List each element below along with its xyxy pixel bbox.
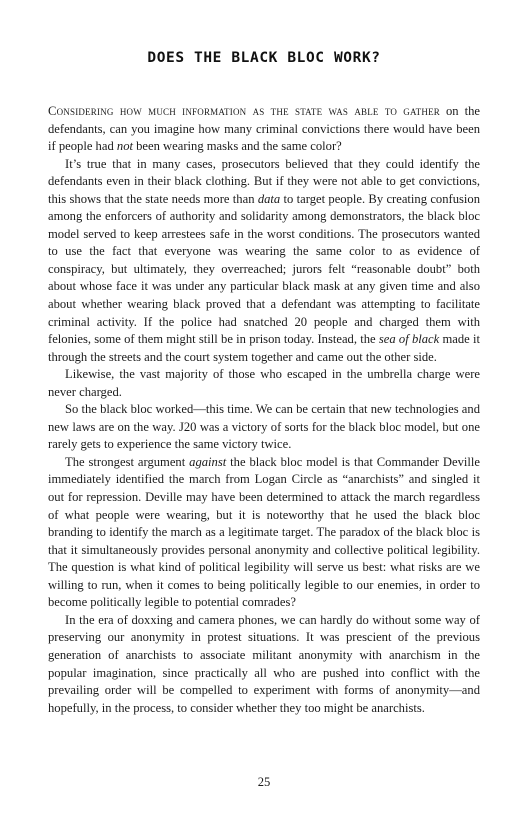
paragraph xyxy=(48,401,480,454)
text-run: So the black bloc worked—this time. We can be certain that new technologies and new laws are on the way. J20 was a victory of sorts for the black bloc model, but one rarely gets to experience the same victory twice. xyxy=(48,402,480,452)
text-run: made it through the streets and the court system together and came out the other side. xyxy=(48,332,480,364)
paragraph xyxy=(48,612,480,717)
text-run: been wearing masks and the same color? xyxy=(132,139,342,154)
paragraph xyxy=(48,454,480,612)
text-run: The strongest argument xyxy=(65,454,190,469)
italic-text: sea of black xyxy=(378,332,440,347)
text-run: In the era of doxxing and camera phones, we can hardly do without some way of preserving our anonymity in protest situations. It was prescient of the previous generation of anarchists to associate militant anonymity with anarchism in the popular imagination, since practically all who are pushed into conflict with the prevailing order will be compelled to experiment with forms of anonymity—and hopefully, in the process, to consider whether they too might be anarchists. xyxy=(48,612,480,715)
page-number: 25 xyxy=(257,775,271,789)
body-text xyxy=(48,103,480,717)
text-run: Likewise, the vast majority of those who escaped in the umbrella charge were never charged. xyxy=(48,367,480,399)
paragraph xyxy=(48,366,480,401)
italic-text: not xyxy=(116,139,133,154)
text-run: It’s true that in many cases, prosecutors believed that they could identify the defendants even in their black clothing. But if they were not able to get convictions, this shows that the state needs more than xyxy=(48,156,480,206)
text-run: to target people. By creating confusion among the enforcers of authority and solidarity among demonstrators, the black bloc model served to keep arrestees safe in the worst conditions. The prosecutors wanted to use the fact that everyone was wearing the same color to as evidence of conspiracy, but ultimately, they overreached; jurors felt “reasonable doubt” both about whose face it was under any particular black mask at any given time and also about whether wearing black proved that a defendant was attempting to facilitate criminal activity. If the police had snatched 20 people and charged them with felonies, some of them might still be in prison today. Instead, the xyxy=(48,191,480,347)
text-run: on the defendants, can you imagine how many criminal convictions there would have been if people had xyxy=(48,104,480,154)
paragraph-lead-small-caps: Considering how much information as the state was able to gather xyxy=(48,104,440,118)
chapter-heading: DOES THE BLACK BLOC WORK? xyxy=(147,50,381,66)
paragraph xyxy=(48,156,480,367)
text-run: the black bloc model is that Commander Deville immediately identified the march from Logan Circle as “anarchists” and singled it out for repression. Deville may have been determined to attack the march regardless of what people were wearing, but it is noteworthy that he used the black bloc branding to identify the march as a legitimate target. The paradox of the black bloc is that it simultaneously provides personal anonymity and collective political legibility. The question is what kind of political legibility will serve us best: what risks are we willing to run, when it comes to being politically legible to our enemies, in order to become politically legible to potential comrades? xyxy=(48,454,480,610)
italic-text: data xyxy=(257,191,281,206)
italic-text: against xyxy=(189,454,227,469)
paragraph xyxy=(48,103,480,156)
